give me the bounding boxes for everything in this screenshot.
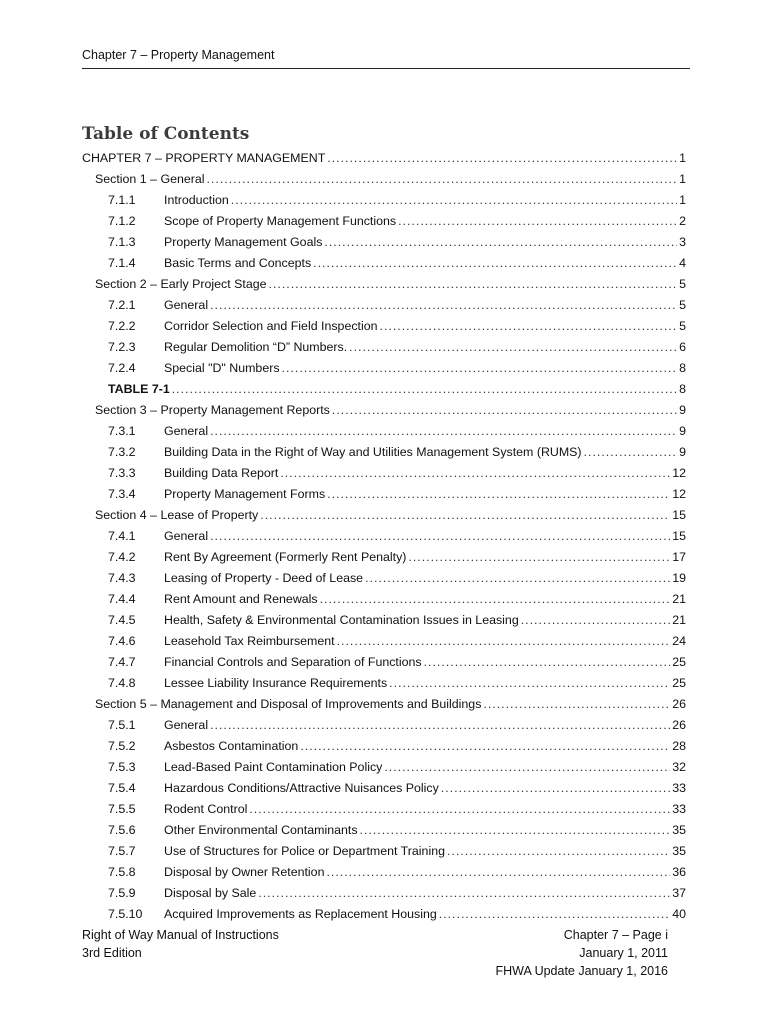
- toc-dot-leader: [210, 526, 670, 547]
- toc-entry[interactable]: [82, 400, 686, 421]
- toc-entry-number: 7.5.3: [108, 760, 136, 774]
- toc-dot-leader: [365, 568, 670, 589]
- toc-entry-page: 1: [679, 172, 686, 186]
- toc-entry[interactable]: [82, 757, 686, 778]
- toc-entry-number: 7.4.5: [108, 613, 136, 627]
- toc-dot-leader: [210, 295, 677, 316]
- toc-entry[interactable]: [82, 631, 686, 652]
- toc-entry[interactable]: [82, 673, 686, 694]
- toc-entry-number: 7.4.8: [108, 676, 136, 690]
- toc-dot-leader: [439, 904, 670, 925]
- toc-entry-page: 8: [679, 361, 686, 375]
- toc-entry-number: 7.4.4: [108, 592, 136, 606]
- toc-entry[interactable]: [82, 148, 686, 169]
- toc-entry-page: 21: [672, 592, 686, 606]
- toc-entry-page: 33: [672, 781, 686, 795]
- toc-entry-page: 3: [679, 235, 686, 249]
- toc-dot-leader: [313, 253, 677, 274]
- footer-date: January 1, 2011: [579, 946, 668, 960]
- toc-entry-title: Scope of Property Management Functions: [164, 214, 397, 228]
- toc-dot-leader: [349, 337, 677, 358]
- toc-entry-page: 25: [672, 676, 686, 690]
- toc-dot-leader: [332, 400, 677, 421]
- toc-dot-leader: [324, 232, 677, 253]
- toc-entry[interactable]: [82, 358, 686, 379]
- toc-entry-number: 7.5.1: [108, 718, 136, 732]
- toc-entry-page: 35: [672, 823, 686, 837]
- toc-dot-leader: [320, 589, 671, 610]
- toc-entry[interactable]: [82, 505, 686, 526]
- toc-entry-page: 4: [679, 256, 686, 270]
- toc-entry-title: Use of Structures for Police or Department Training: [164, 844, 445, 858]
- toc-entry[interactable]: [82, 463, 686, 484]
- toc-entry-number: 7.4.1: [108, 529, 136, 543]
- toc-dot-leader: [337, 631, 671, 652]
- toc-entry-title: General: [164, 529, 209, 543]
- toc-entry-page: 21: [672, 613, 686, 627]
- toc-entry-page: 40: [672, 907, 686, 921]
- toc-entry[interactable]: [82, 862, 686, 883]
- toc-entry-title: Section 4 – Lease of Property: [95, 508, 259, 522]
- toc-entry-title: Property Management Goals: [164, 235, 323, 249]
- toc-entry-title: Financial Controls and Separation of Functions: [164, 655, 422, 669]
- toc-entry-page: 26: [672, 697, 686, 711]
- footer-page-number: Chapter 7 – Page i: [563, 928, 668, 942]
- toc-entry-title: Rodent Control: [164, 802, 248, 816]
- toc-entry-title: Building Data in the Right of Way and Utilities Management System (RUMS): [164, 445, 582, 459]
- toc-entry-title: Leasing of Property - Deed of Lease: [164, 571, 364, 585]
- toc-entry-number: 7.3.1: [108, 424, 136, 438]
- toc-entry[interactable]: [82, 904, 686, 925]
- toc-entry-number: 7.5.2: [108, 739, 136, 753]
- toc-entry-title: Leasehold Tax Reimbursement: [164, 634, 335, 648]
- toc-entry-page: 9: [679, 403, 686, 417]
- toc-entry[interactable]: [82, 547, 686, 568]
- toc-entry-title: Acquired Improvements as Replacement Housing: [164, 907, 437, 921]
- toc-entry-title: General: [164, 718, 209, 732]
- toc-dot-leader: [327, 484, 670, 505]
- toc-entry[interactable]: [82, 274, 686, 295]
- toc-entry-number: 7.5.7: [108, 844, 136, 858]
- toc-entry-page: 37: [672, 886, 686, 900]
- toc-entry-number: 7.3.2: [108, 445, 136, 459]
- footer-left: [82, 926, 279, 962]
- toc-dot-leader: [172, 379, 677, 400]
- toc-entry[interactable]: [82, 820, 686, 841]
- toc-entry-title: Section 2 – Early Project Stage: [95, 277, 267, 291]
- toc-dot-leader: [360, 820, 671, 841]
- toc-entry-page: 35: [672, 844, 686, 858]
- toc-entry[interactable]: [82, 715, 686, 736]
- toc-entry[interactable]: [82, 610, 686, 631]
- toc-dot-leader: [210, 715, 670, 736]
- toc-dot-leader: [380, 316, 678, 337]
- toc-entry-title: TABLE 7-1: [108, 382, 170, 396]
- toc-dot-leader: [408, 547, 670, 568]
- toc-entry-page: 9: [679, 424, 686, 438]
- toc-entry-page: 24: [672, 634, 686, 648]
- toc-dot-leader: [521, 610, 670, 631]
- toc-entry-page: 1: [679, 151, 686, 165]
- toc-entry-page: 15: [672, 508, 686, 522]
- toc-entry[interactable]: [82, 169, 686, 190]
- toc-entry-page: 2: [679, 214, 686, 228]
- toc-dot-leader: [269, 274, 678, 295]
- toc-entry-title: Special "D" Numbers: [164, 361, 280, 375]
- toc-dot-leader: [398, 211, 677, 232]
- toc-entry[interactable]: [82, 337, 686, 358]
- toc-entry-page: 1: [679, 193, 686, 207]
- footer-manual-title: Right of Way Manual of Instructions: [82, 928, 279, 942]
- toc-entry-number: 7.2.1: [108, 298, 136, 312]
- toc-entry[interactable]: [82, 442, 686, 463]
- toc-entry[interactable]: [82, 190, 686, 211]
- toc-dot-leader: [424, 652, 671, 673]
- toc-entry-title: Disposal by Sale: [164, 886, 257, 900]
- toc-entry-title: Section 1 – General: [95, 172, 205, 186]
- toc-entry[interactable]: [82, 589, 686, 610]
- toc-dot-leader: [384, 757, 670, 778]
- toc-entry[interactable]: [82, 568, 686, 589]
- footer-update: FHWA Update January 1, 2016: [495, 964, 668, 978]
- toc-entry-page: 32: [672, 760, 686, 774]
- toc-entry-page: 12: [672, 466, 686, 480]
- toc-entry-page: 33: [672, 802, 686, 816]
- toc-entry-title: Lead-Based Paint Contamination Policy: [164, 760, 383, 774]
- toc-dot-leader: [389, 673, 670, 694]
- toc-entry-page: 5: [679, 319, 686, 333]
- toc-dot-leader: [210, 421, 677, 442]
- toc-dot-leader: [300, 736, 670, 757]
- toc-entry-title: Rent Amount and Renewals: [164, 592, 318, 606]
- toc-dot-leader: [207, 169, 678, 190]
- toc-entry-title: Section 3 – Property Management Reports: [95, 403, 330, 417]
- toc-entry-title: Health, Safety & Environmental Contamination Issues in Leasing: [164, 613, 519, 627]
- toc-entry-page: 25: [672, 655, 686, 669]
- toc-entry[interactable]: [82, 799, 686, 820]
- toc-entry-title: Basic Terms and Concepts: [164, 256, 312, 270]
- toc-entry-number: 7.4.2: [108, 550, 136, 564]
- toc-entry[interactable]: [82, 778, 686, 799]
- toc-entry-title: Section 5 – Management and Disposal of Improvements and Buildings: [95, 697, 482, 711]
- toc-dot-leader: [584, 442, 678, 463]
- toc-title: Table of Contents: [82, 124, 250, 144]
- toc-entry-title: Regular Demolition “D” Numbers.: [164, 340, 348, 354]
- toc-dot-leader: [231, 190, 677, 211]
- toc-entry-number: 7.2.3: [108, 340, 136, 354]
- footer-right: [495, 926, 668, 980]
- toc-entry-number: 7.1.2: [108, 214, 136, 228]
- toc-entry-page: 19: [672, 571, 686, 585]
- toc-entry-page: 12: [672, 487, 686, 501]
- toc-entry[interactable]: [82, 379, 686, 400]
- toc-entry[interactable]: [82, 526, 686, 547]
- toc-entry-number: 7.5.4: [108, 781, 136, 795]
- toc-entry-page: 17: [672, 550, 686, 564]
- toc-entry-number: 7.5.5: [108, 802, 136, 816]
- toc-entry-number: 7.4.3: [108, 571, 136, 585]
- toc-entry-number: 7.5.8: [108, 865, 136, 879]
- toc-entry-title: Hazardous Conditions/Attractive Nuisances Policy: [164, 781, 439, 795]
- toc-entry-title: Disposal by Owner Retention: [164, 865, 325, 879]
- toc-entry-page: 6: [679, 340, 686, 354]
- toc-dot-leader: [441, 778, 670, 799]
- toc-entry-number: 7.4.6: [108, 634, 136, 648]
- toc-entry[interactable]: [82, 652, 686, 673]
- toc-entry-page: 9: [679, 445, 686, 459]
- toc-entry[interactable]: [82, 253, 686, 274]
- toc-entry-number: 7.1.3: [108, 235, 136, 249]
- toc-entry-number: 7.5.9: [108, 886, 136, 900]
- toc-entry-title: Corridor Selection and Field Inspection: [164, 319, 378, 333]
- table-of-contents: [82, 148, 686, 925]
- toc-entry-title: Other Environmental Contaminants: [164, 823, 358, 837]
- toc-entry-title: Lessee Liability Insurance Requirements: [164, 676, 388, 690]
- toc-entry[interactable]: [82, 232, 686, 253]
- toc-dot-leader: [249, 799, 670, 820]
- toc-entry-title: Building Data Report: [164, 466, 279, 480]
- toc-entry[interactable]: [82, 484, 686, 505]
- toc-entry[interactable]: [82, 211, 686, 232]
- toc-entry-number: 7.1.1: [108, 193, 136, 207]
- toc-entry-title: Rent By Agreement (Formerly Rent Penalty): [164, 550, 407, 564]
- toc-entry-title: Introduction: [164, 193, 229, 207]
- toc-entry-page: 8: [679, 382, 686, 396]
- toc-entry[interactable]: [82, 694, 686, 715]
- toc-entry[interactable]: [82, 421, 686, 442]
- toc-dot-leader: [326, 862, 670, 883]
- toc-entry[interactable]: [82, 316, 686, 337]
- toc-entry-page: 28: [672, 739, 686, 753]
- toc-entry[interactable]: [82, 883, 686, 904]
- toc-entry[interactable]: [82, 736, 686, 757]
- toc-entry-page: 5: [679, 277, 686, 291]
- toc-dot-leader: [447, 841, 670, 862]
- toc-entry-number: 7.5.10: [108, 907, 143, 921]
- toc-entry[interactable]: [82, 841, 686, 862]
- toc-entry-number: 7.2.4: [108, 361, 136, 375]
- toc-entry-number: 7.4.7: [108, 655, 136, 669]
- toc-dot-leader: [483, 694, 670, 715]
- toc-entry-title: General: [164, 298, 209, 312]
- toc-entry-title: General: [164, 424, 209, 438]
- toc-entry-number: 7.3.4: [108, 487, 136, 501]
- toc-dot-leader: [260, 505, 670, 526]
- toc-entry-title: CHAPTER 7 – PROPERTY MANAGEMENT: [82, 151, 326, 165]
- toc-entry-page: 26: [672, 718, 686, 732]
- toc-entry-title: Property Management Forms: [164, 487, 326, 501]
- toc-dot-leader: [327, 148, 677, 169]
- toc-entry-number: 7.1.4: [108, 256, 136, 270]
- toc-entry-number: 7.3.3: [108, 466, 136, 480]
- toc-entry-title: Asbestos Contamination: [164, 739, 299, 753]
- footer-edition: 3rd Edition: [82, 946, 142, 960]
- toc-entry-number: 7.5.6: [108, 823, 136, 837]
- toc-entry-page: 15: [672, 529, 686, 543]
- page-header: [82, 48, 690, 69]
- toc-entry-page: 5: [679, 298, 686, 312]
- toc-entry[interactable]: [82, 295, 686, 316]
- toc-entry-page: 36: [672, 865, 686, 879]
- toc-dot-leader: [280, 463, 670, 484]
- toc-dot-leader: [282, 358, 678, 379]
- toc-dot-leader: [258, 883, 670, 904]
- toc-entry-number: 7.2.2: [108, 319, 136, 333]
- header-title: Chapter 7 – Property Management: [82, 48, 275, 62]
